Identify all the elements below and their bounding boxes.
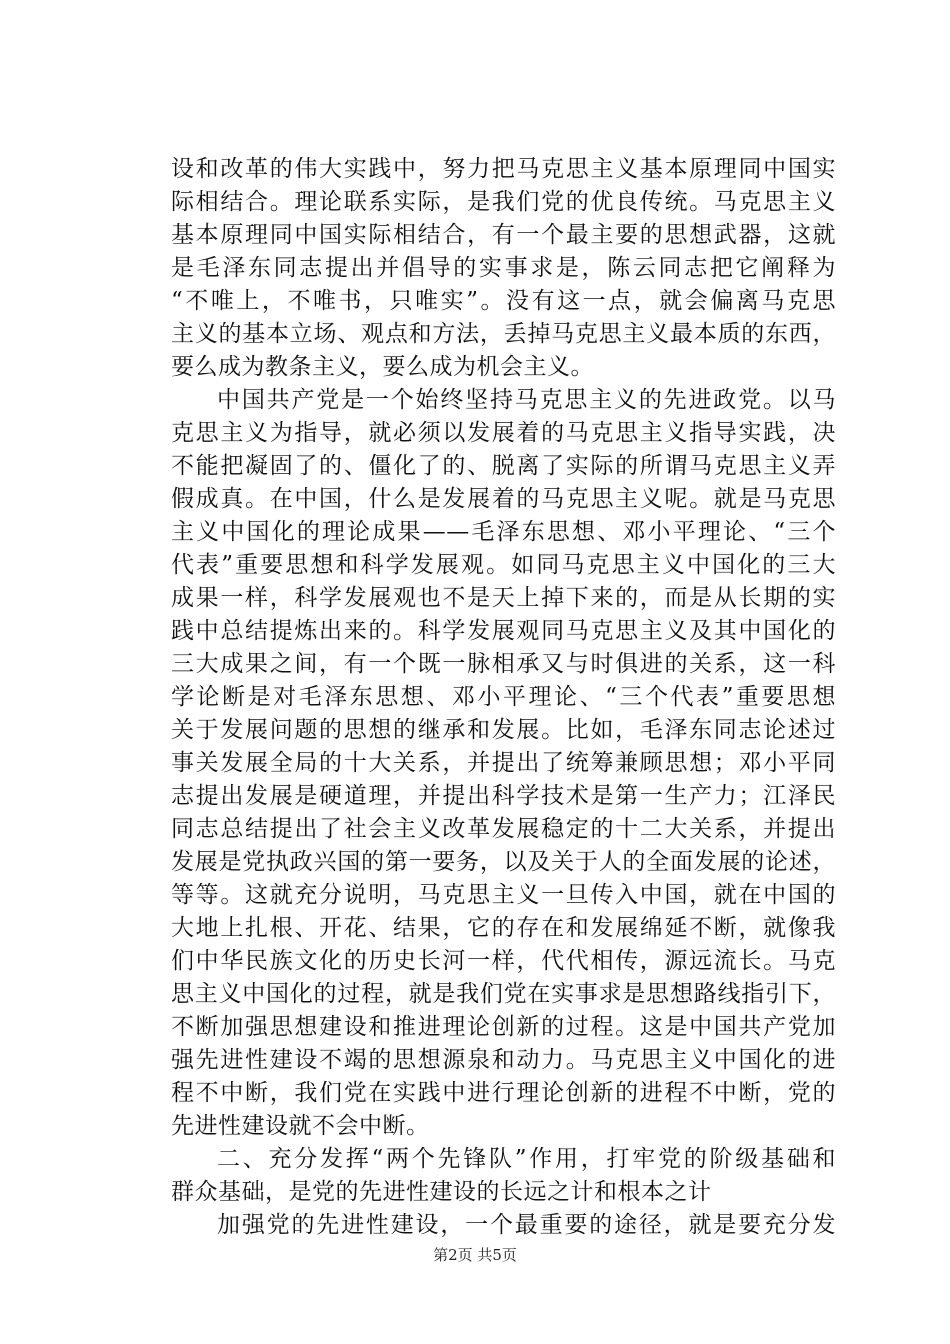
text-line: 关于发展问题的思想的继承和发展。比如，毛泽东同志论述过 — [171, 717, 836, 743]
text-line: 加强党的先进性建设，一个最重要的途径，就是要充分发 — [217, 1212, 836, 1238]
text-line: 克思主义为指导，就必须以发展着的马克思主义指导实践，决 — [171, 420, 836, 446]
text-line: 假成真。在中国，什么是发展着的马克思主义呢。就是马克思 — [171, 486, 836, 512]
text-line: 事关发展全局的十大关系，并提出了统筹兼顾思想；邓小平同 — [171, 750, 836, 776]
text-line: 志提出发展是硬道理，并提出科学技术是第一生产力；江泽民 — [171, 783, 836, 809]
text-line: 设和改革的伟大实践中，努力把马克思主义基本原理同中国实 — [171, 156, 836, 182]
text-line: 群众基础，是党的先进性建设的长远之计和根本之计 — [171, 1179, 712, 1205]
text-line: 三大成果之间，有一个既一脉相承又与时俱进的关系，这一科 — [171, 651, 836, 677]
text-line: 大地上扎根、开花、结果，它的存在和发展绵延不断，就像我 — [171, 915, 836, 941]
page-footer: 第2页 共5页 — [433, 1246, 517, 1264]
text-line: 主义的基本立场、观点和方法，丢掉马克思主义最本质的东西， — [171, 321, 836, 347]
text-line: 基本原理同中国实际相结合，有一个最主要的思想武器，这就 — [171, 222, 836, 248]
text-line: 二、充分发挥“两个先锋队”作用，打牢党的阶级基础和 — [217, 1146, 836, 1172]
text-line: 强先进性建设不竭的思想源泉和动力。马克思主义中国化的进 — [171, 1047, 836, 1073]
text-line: 成果一样，科学发展观也不是天上掉下来的，而是从长期的实 — [171, 585, 836, 611]
text-line: 先进性建设就不会中断。 — [171, 1113, 430, 1139]
text-line: 程不中断，我们党在实践中进行理论创新的进程不中断，党的 — [171, 1080, 836, 1106]
text-line: 思主义中国化的过程，就是我们党在实事求是思想路线指引下， — [171, 981, 836, 1007]
text-line: 际相结合。理论联系实际，是我们党的优良传统。马克思主义 — [171, 189, 836, 215]
text-line: 等等。这就充分说明，马克思主义一旦传入中国，就在中国的 — [171, 882, 836, 908]
text-line: 主义中国化的理论成果——毛泽东思想、邓小平理论、“三个 — [171, 519, 836, 545]
text-line: 践中总结提炼出来的。科学发展观同马克思主义及其中国化的 — [171, 618, 836, 644]
text-line: 学论断是对毛泽东思想、邓小平理论、“三个代表”重要思想 — [171, 684, 836, 710]
text-line: 要么成为教条主义，要么成为机会主义。 — [171, 354, 594, 380]
text-line: 代表”重要思想和科学发展观。如同马克思主义中国化的三大 — [171, 552, 836, 578]
text-line: 同志总结提出了社会主义改革发展稳定的十二大关系，并提出 — [171, 816, 836, 842]
text-line: 是毛泽东同志提出并倡导的实事求是，陈云同志把它阐释为 — [171, 255, 836, 281]
text-line: 中国共产党是一个始终坚持马克思主义的先进政党。以马 — [217, 387, 836, 413]
text-line: 们中华民族文化的历史长河一样，代代相传，源远流长。马克 — [171, 948, 836, 974]
text-line: “不唯上，不唯书，只唯实”。没有这一点，就会偏离马克思 — [171, 288, 836, 314]
body-text — [171, 153, 836, 1242]
text-line: 不断加强思想建设和推进理论创新的过程。这是中国共产党加 — [171, 1014, 836, 1040]
text-line: 发展是党执政兴国的第一要务，以及关于人的全面发展的论述， — [171, 849, 836, 875]
text-line: 不能把凝固了的、僵化了的、脱离了实际的所谓马克思主义弄 — [171, 453, 836, 479]
